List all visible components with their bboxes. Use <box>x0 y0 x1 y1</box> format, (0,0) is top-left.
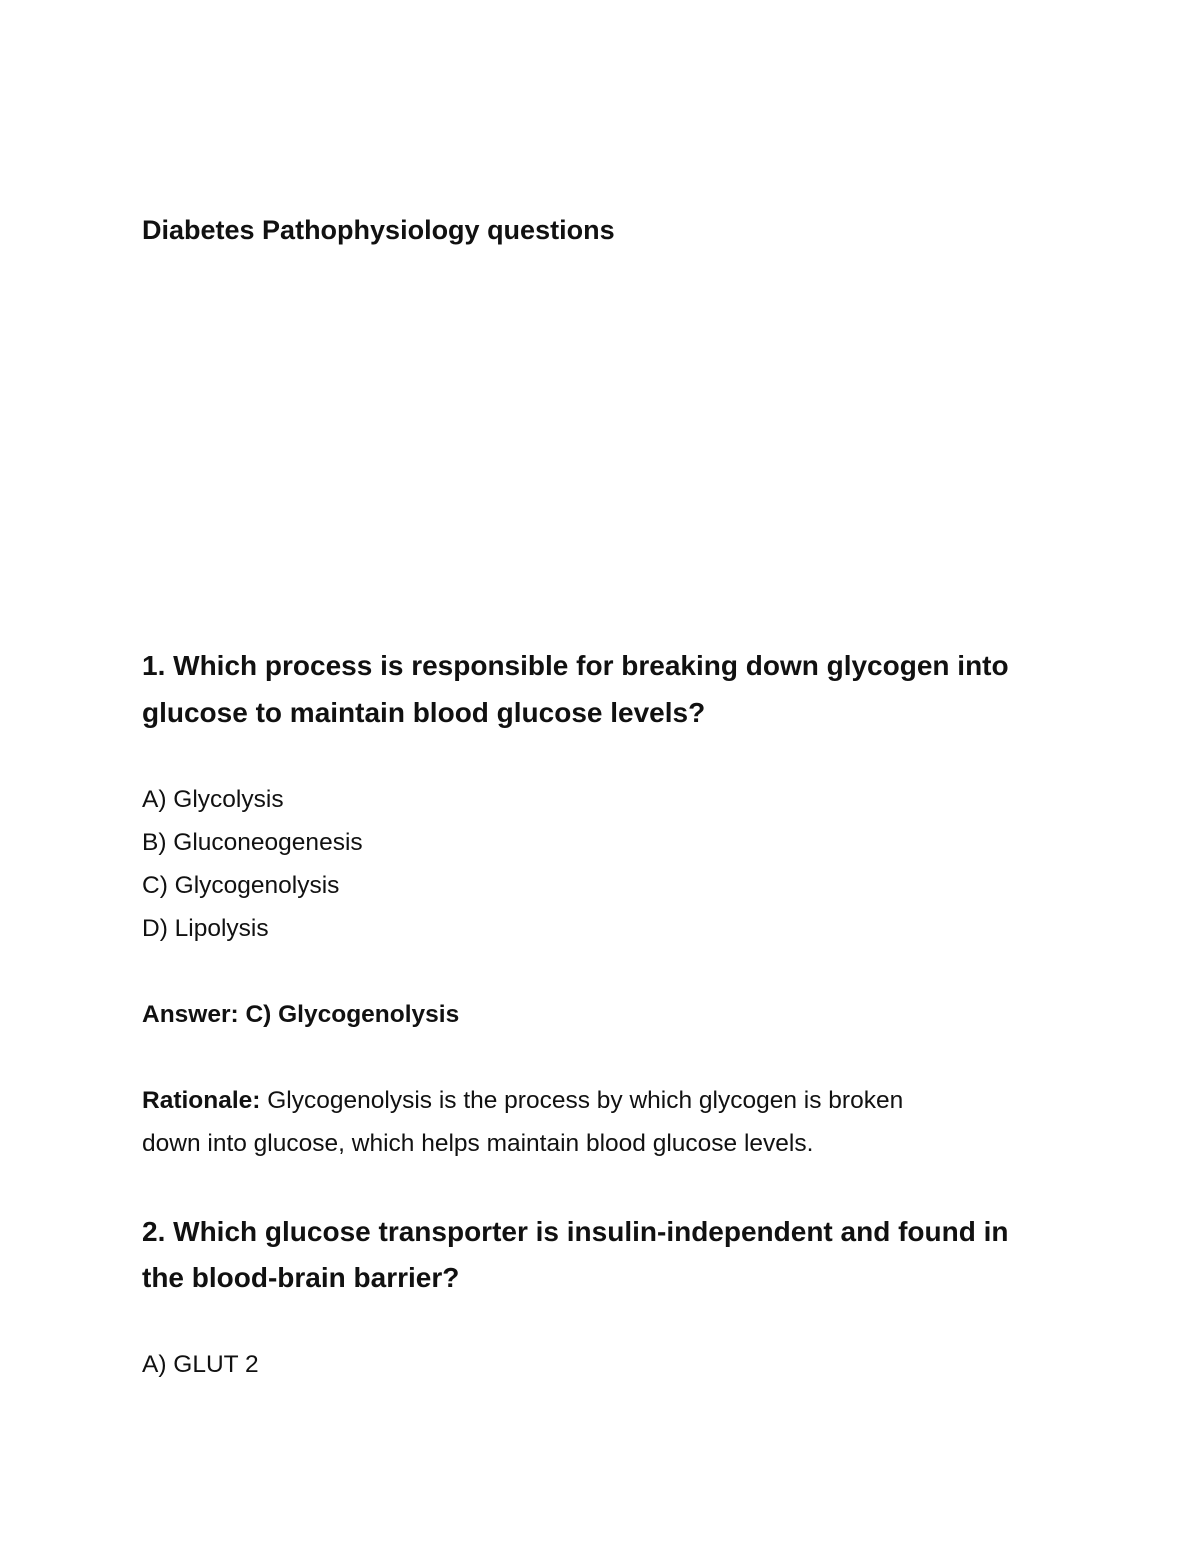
question-1-option-a: A) Glycolysis <box>142 786 284 813</box>
question-1-answer: Answer: C) Glycogenolysis <box>142 1001 460 1028</box>
question-2-option-a: A) GLUT 2 <box>142 1351 259 1378</box>
question-1-rationale-line-2: down into glucose, which helps maintain blood glucose levels. <box>142 1130 814 1157</box>
question-1-option-b: B) Gluconeogenesis <box>142 829 363 856</box>
question-number: 2. <box>142 1216 166 1247</box>
question-2-line-1 <box>142 1218 1009 1246</box>
question-1-option-c: C) Glycogenolysis <box>142 872 340 899</box>
question-1-rationale-line-1 <box>142 1089 903 1114</box>
question-number: 1. <box>142 650 166 681</box>
rationale-label: Rationale: <box>142 1087 261 1114</box>
rationale-text: Glycogenolysis is the process by which glycogen is broken <box>260 1087 904 1114</box>
document-title: Diabetes Pathophysiology questions <box>142 215 615 245</box>
question-1-line-2: glucose to maintain blood glucose levels? <box>142 697 706 728</box>
question-2-line-2: the blood-brain barrier? <box>142 1262 460 1293</box>
question-text: Which glucose transporter is insulin-independent and found in <box>173 1216 1009 1247</box>
question-1-line-1 <box>142 652 1009 680</box>
question-1-option-d: D) Lipolysis <box>142 915 269 942</box>
question-text: Which process is responsible for breaking down glycogen into <box>173 650 1009 681</box>
